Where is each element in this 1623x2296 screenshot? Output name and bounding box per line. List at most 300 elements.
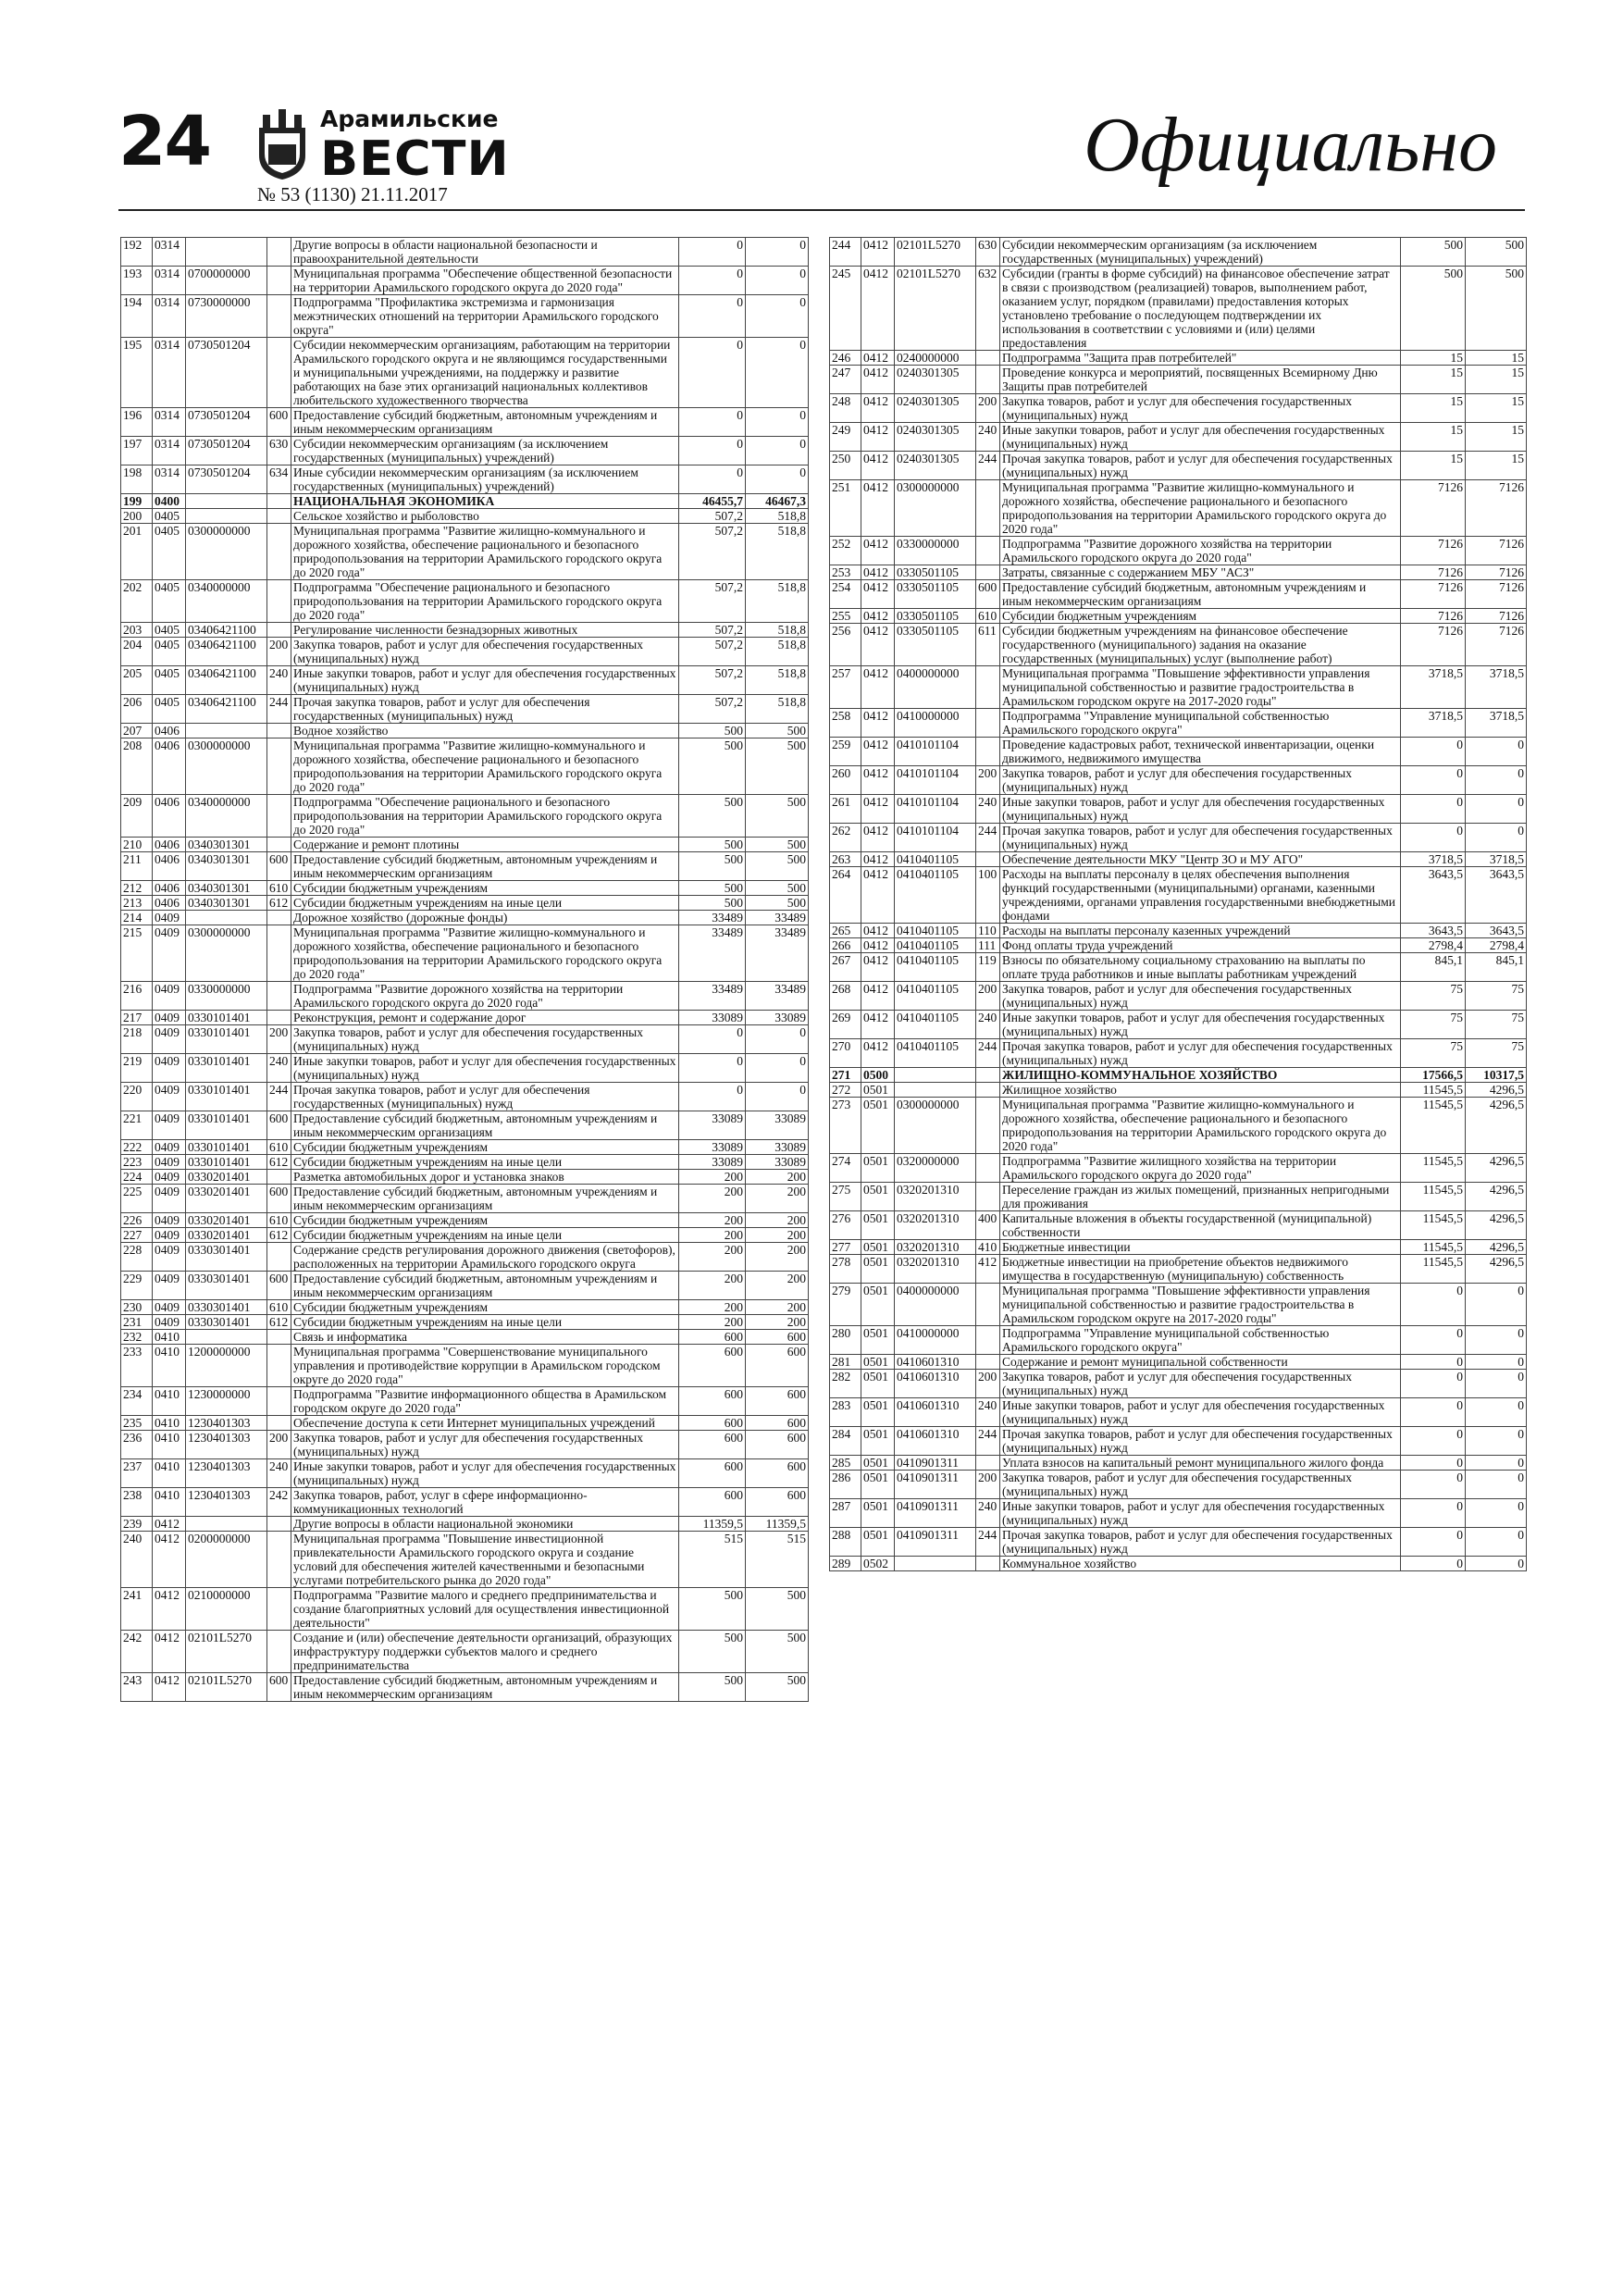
coat-of-arms-icon xyxy=(255,107,309,181)
amount-2019: 3718,5 xyxy=(1466,709,1527,738)
amount-2018: 0 xyxy=(1401,1326,1466,1355)
item-description: Субсидии некоммерческим организациям (за исключением государственных (муниципальных) учреждений) xyxy=(1000,238,1401,267)
section-code: 0412 xyxy=(861,480,895,537)
section-code: 0412 xyxy=(861,537,895,565)
expense-type-code xyxy=(267,623,291,638)
amount-2019: 4296,5 xyxy=(1466,1183,1527,1211)
amount-2018: 0 xyxy=(679,1025,746,1054)
expense-type-code xyxy=(976,1068,1000,1083)
row-number: 265 xyxy=(830,924,861,938)
expense-type-code xyxy=(267,982,291,1011)
item-description: Содержание и ремонт плотины xyxy=(291,838,679,852)
amount-2019: 0 xyxy=(746,1025,809,1054)
amount-2019: 0 xyxy=(746,295,809,338)
amount-2018: 0 xyxy=(1401,1471,1466,1499)
expense-type-code xyxy=(976,480,1000,537)
table-row xyxy=(830,423,1527,452)
row-number: 247 xyxy=(830,366,861,394)
expense-type-code xyxy=(267,911,291,925)
table-row xyxy=(121,1345,809,1387)
table-row xyxy=(830,1528,1527,1557)
expense-type-code xyxy=(976,666,1000,709)
section-code: 0501 xyxy=(861,1427,895,1456)
expense-type-code xyxy=(976,1456,1000,1471)
amount-2018: 7126 xyxy=(1401,624,1466,666)
item-description: Подпрограмма "Управление муниципальной собственностью Арамильского городского округа" xyxy=(1000,1326,1401,1355)
expense-type-code: 244 xyxy=(976,1039,1000,1068)
amount-2019: 7126 xyxy=(1466,565,1527,580)
expense-type-code xyxy=(267,838,291,852)
row-number: 224 xyxy=(121,1170,153,1185)
item-description: Предоставление субсидий бюджетным, автономным учреждениям и иным некоммерческим организациям xyxy=(291,1272,679,1300)
expense-type-code xyxy=(976,738,1000,766)
item-description: Прочая закупка товаров, работ и услуг для обеспечения государственных (муниципальных) нужд xyxy=(1000,1427,1401,1456)
amount-2018: 3718,5 xyxy=(1401,666,1466,709)
target-code: 1230401303 xyxy=(186,1416,267,1431)
amount-2019: 500 xyxy=(746,738,809,795)
table-row xyxy=(121,1083,809,1111)
amount-2019: 200 xyxy=(746,1300,809,1315)
item-description: Закупка товаров, работ и услуг для обеспечения государственных (муниципальных) нужд xyxy=(291,638,679,666)
expense-type-code xyxy=(267,295,291,338)
expense-type-code xyxy=(267,267,291,295)
expense-type-code: 630 xyxy=(267,437,291,465)
table-row xyxy=(830,766,1527,795)
item-description: Муниципальная программа "Развитие жилищно-коммунального и дорожного хозяйства, обеспечение рационального и безопасного природопользования на территории Арамильского городского округа до 2020 года" xyxy=(291,738,679,795)
target-code xyxy=(895,1557,976,1571)
target-code: 0730501204 xyxy=(186,437,267,465)
expense-type-code: 240 xyxy=(976,1499,1000,1528)
table-row xyxy=(830,924,1527,938)
section-code: 0405 xyxy=(153,638,186,666)
row-number: 238 xyxy=(121,1488,153,1517)
table-row xyxy=(830,394,1527,423)
amount-2018: 0 xyxy=(1401,1370,1466,1398)
amount-2018: 0 xyxy=(679,238,746,267)
table-row xyxy=(830,824,1527,852)
table-row xyxy=(830,953,1527,982)
section-code: 0409 xyxy=(153,1011,186,1025)
amount-2018: 0 xyxy=(1401,1528,1466,1557)
section-code: 0412 xyxy=(861,738,895,766)
section-code: 0409 xyxy=(153,911,186,925)
row-number: 215 xyxy=(121,925,153,982)
target-code: 0340301301 xyxy=(186,852,267,881)
target-code: 0330501105 xyxy=(895,624,976,666)
amount-2019: 518,8 xyxy=(746,580,809,623)
table-row xyxy=(121,911,809,925)
logo-line-2: ВЕСТИ xyxy=(320,130,510,187)
target-code: 03406421100 xyxy=(186,666,267,695)
item-description: Проведение конкурса и мероприятий, посвященных Всемирному Дню Защиты прав потребителей xyxy=(1000,366,1401,394)
table-row xyxy=(121,724,809,738)
target-code: 0410101104 xyxy=(895,824,976,852)
amount-2019: 515 xyxy=(746,1532,809,1588)
section-code: 0409 xyxy=(153,1243,186,1272)
target-code: 0730501204 xyxy=(186,408,267,437)
expense-type-code: 634 xyxy=(267,465,291,494)
expense-type-code: 244 xyxy=(976,1528,1000,1557)
section-code: 0409 xyxy=(153,1083,186,1111)
amount-2018: 500 xyxy=(679,1631,746,1673)
item-description: Содержание и ремонт муниципальной собственности xyxy=(1000,1355,1401,1370)
amount-2018: 507,2 xyxy=(679,524,746,580)
expense-type-code xyxy=(267,1243,291,1272)
row-number: 203 xyxy=(121,623,153,638)
row-number: 241 xyxy=(121,1588,153,1631)
row-number: 204 xyxy=(121,638,153,666)
section-code: 0314 xyxy=(153,408,186,437)
table-row xyxy=(830,452,1527,480)
row-number: 196 xyxy=(121,408,153,437)
amount-2019: 518,8 xyxy=(746,524,809,580)
amount-2019: 500 xyxy=(746,896,809,911)
expense-type-code: 240 xyxy=(267,666,291,695)
item-description: Сельское хозяйство и рыболовство xyxy=(291,509,679,524)
expense-type-code: 200 xyxy=(976,982,1000,1011)
amount-2018: 0 xyxy=(1401,1557,1466,1571)
target-code: 0340301301 xyxy=(186,838,267,852)
section-code: 0405 xyxy=(153,524,186,580)
expense-type-code: 610 xyxy=(976,609,1000,624)
section-code: 0314 xyxy=(153,267,186,295)
amount-2019: 600 xyxy=(746,1345,809,1387)
target-code xyxy=(186,724,267,738)
table-row xyxy=(121,267,809,295)
table-row xyxy=(830,1068,1527,1083)
row-number: 277 xyxy=(830,1240,861,1255)
amount-2019: 0 xyxy=(1466,1284,1527,1326)
section-code: 0410 xyxy=(153,1431,186,1459)
target-code: 0410601310 xyxy=(895,1355,976,1370)
section-code: 0409 xyxy=(153,1213,186,1228)
amount-2019: 0 xyxy=(1466,824,1527,852)
table-row xyxy=(121,1459,809,1488)
target-code: 0330101401 xyxy=(186,1054,267,1083)
target-code: 0240301305 xyxy=(895,394,976,423)
item-description: Прочая закупка товаров, работ и услуг для обеспечения государственных (муниципальных) нужд xyxy=(1000,452,1401,480)
table-row xyxy=(121,1532,809,1588)
target-code: 0330301401 xyxy=(186,1272,267,1300)
amount-2018: 15 xyxy=(1401,452,1466,480)
section-code: 0406 xyxy=(153,838,186,852)
row-number: 201 xyxy=(121,524,153,580)
section-code: 0409 xyxy=(153,1185,186,1213)
row-number: 255 xyxy=(830,609,861,624)
amount-2019: 500 xyxy=(746,1673,809,1702)
section-code: 0502 xyxy=(861,1557,895,1571)
target-code: 0300000000 xyxy=(186,738,267,795)
table-row xyxy=(121,580,809,623)
amount-2018: 500 xyxy=(679,1673,746,1702)
row-number: 199 xyxy=(121,494,153,509)
amount-2018: 0 xyxy=(1401,1427,1466,1456)
expense-type-code xyxy=(267,1588,291,1631)
section-code: 0406 xyxy=(153,881,186,896)
section-code: 0412 xyxy=(861,238,895,267)
amount-2019: 200 xyxy=(746,1170,809,1185)
item-description: Уплата взносов на капитальный ремонт муниципального жилого фонда xyxy=(1000,1456,1401,1471)
item-description: Взносы по обязательному социальному страхованию на выплаты по оплате труда работников и иные выплаты работникам учреждений xyxy=(1000,953,1401,982)
item-description: Создание и (или) обеспечение деятельности организаций, образующих инфраструктуру поддержки субъектов малого и среднего предпринимательства xyxy=(291,1631,679,1673)
amount-2019: 0 xyxy=(1466,766,1527,795)
section-code: 0412 xyxy=(153,1631,186,1673)
amount-2018: 11545,5 xyxy=(1401,1183,1466,1211)
row-number: 226 xyxy=(121,1213,153,1228)
amount-2019: 0 xyxy=(1466,1471,1527,1499)
amount-2018: 600 xyxy=(679,1459,746,1488)
amount-2019: 0 xyxy=(1466,1370,1527,1398)
amount-2019: 600 xyxy=(746,1431,809,1459)
expense-type-code: 244 xyxy=(267,1083,291,1111)
row-number: 194 xyxy=(121,295,153,338)
amount-2018: 15 xyxy=(1401,423,1466,452)
amount-2018: 7126 xyxy=(1401,480,1466,537)
row-number: 192 xyxy=(121,238,153,267)
table-row xyxy=(830,982,1527,1011)
section-code: 0412 xyxy=(861,666,895,709)
table-row xyxy=(121,1213,809,1228)
item-description: Подпрограмма "Обеспечение рационального и безопасного природопользования на территории Арамильского городского округа до 2020 года" xyxy=(291,795,679,838)
amount-2018: 15 xyxy=(1401,351,1466,366)
amount-2019: 0 xyxy=(1466,1427,1527,1456)
table-row xyxy=(830,852,1527,867)
amount-2018: 11359,5 xyxy=(679,1517,746,1532)
amount-2019: 15 xyxy=(1466,366,1527,394)
expense-type-code: 611 xyxy=(976,624,1000,666)
table-row xyxy=(830,1255,1527,1284)
row-number: 284 xyxy=(830,1427,861,1456)
target-code xyxy=(186,509,267,524)
table-row xyxy=(121,1111,809,1140)
item-description: Субсидии бюджетным учреждениям на иные цели xyxy=(291,1228,679,1243)
table-row xyxy=(830,1326,1527,1355)
amount-2018: 507,2 xyxy=(679,580,746,623)
row-number: 271 xyxy=(830,1068,861,1083)
item-description: Закупка товаров, работ и услуг для обеспечения государственных (муниципальных) нужд xyxy=(1000,394,1401,423)
amount-2019: 0 xyxy=(746,238,809,267)
target-code: 0210000000 xyxy=(186,1588,267,1631)
target-code: 0730501204 xyxy=(186,465,267,494)
table-row xyxy=(121,295,809,338)
section-code: 0409 xyxy=(153,1054,186,1083)
table-row xyxy=(830,1240,1527,1255)
section-code: 0412 xyxy=(861,982,895,1011)
amount-2018: 200 xyxy=(679,1243,746,1272)
amount-2018: 11545,5 xyxy=(1401,1255,1466,1284)
amount-2018: 507,2 xyxy=(679,623,746,638)
row-number: 229 xyxy=(121,1272,153,1300)
item-description: Муниципальная программа "Обеспечение общественной безопасности на территории Арамильского городского округа до 2020 года" xyxy=(291,267,679,295)
budget-table-left xyxy=(120,237,809,1702)
row-number: 211 xyxy=(121,852,153,881)
section-code: 0501 xyxy=(861,1255,895,1284)
table-row xyxy=(830,1398,1527,1427)
expense-type-code xyxy=(267,1517,291,1532)
target-code: 0330101401 xyxy=(186,1155,267,1170)
row-number: 266 xyxy=(830,938,861,953)
expense-type-code xyxy=(267,724,291,738)
target-code: 0330000000 xyxy=(186,982,267,1011)
amount-2019: 33089 xyxy=(746,1011,809,1025)
amount-2018: 507,2 xyxy=(679,666,746,695)
expense-type-code xyxy=(267,1170,291,1185)
expense-type-code: 240 xyxy=(976,795,1000,824)
amount-2019: 500 xyxy=(1466,267,1527,351)
target-code: 1230401303 xyxy=(186,1431,267,1459)
expense-type-code xyxy=(976,1284,1000,1326)
target-code: 1230000000 xyxy=(186,1387,267,1416)
expense-type-code xyxy=(267,509,291,524)
amount-2018: 0 xyxy=(1401,795,1466,824)
row-number: 245 xyxy=(830,267,861,351)
amount-2019: 2798,4 xyxy=(1466,938,1527,953)
target-code: 0410401105 xyxy=(895,1039,976,1068)
row-number: 274 xyxy=(830,1154,861,1183)
amount-2018: 15 xyxy=(1401,394,1466,423)
item-description: Водное хозяйство xyxy=(291,724,679,738)
row-number: 227 xyxy=(121,1228,153,1243)
amount-2019: 0 xyxy=(746,267,809,295)
item-description: Расходы на выплаты персоналу в целях обеспечения выполнения функций государственными (муниципальными) органами, казенными учреждениями, органами управления государственными внебюджетными фондами xyxy=(1000,867,1401,924)
target-code: 0400000000 xyxy=(895,666,976,709)
row-number: 283 xyxy=(830,1398,861,1427)
row-number: 261 xyxy=(830,795,861,824)
item-description: Субсидии бюджетным учреждениям xyxy=(1000,609,1401,624)
table-row xyxy=(830,565,1527,580)
amount-2018: 0 xyxy=(679,408,746,437)
item-description: Субсидии бюджетным учреждениям на иные цели xyxy=(291,1315,679,1330)
table-row xyxy=(830,609,1527,624)
amount-2018: 0 xyxy=(679,267,746,295)
amount-2018: 500 xyxy=(679,852,746,881)
expense-type-code: 119 xyxy=(976,953,1000,982)
target-code: 0300000000 xyxy=(186,925,267,982)
target-code: 0410901311 xyxy=(895,1471,976,1499)
amount-2019: 0 xyxy=(1466,1398,1527,1427)
row-number: 222 xyxy=(121,1140,153,1155)
row-number: 289 xyxy=(830,1557,861,1571)
row-number: 267 xyxy=(830,953,861,982)
item-description: Капитальные вложения в объекты государственной (муниципальной) собственности xyxy=(1000,1211,1401,1240)
amount-2018: 33089 xyxy=(679,1155,746,1170)
table-row xyxy=(121,408,809,437)
item-description: Подпрограмма "Обеспечение рационального и безопасного природопользования на территории Арамильского городского округа до 2020 года" xyxy=(291,580,679,623)
expense-type-code xyxy=(267,1416,291,1431)
row-number: 237 xyxy=(121,1459,153,1488)
section-code: 0501 xyxy=(861,1370,895,1398)
item-description: Бюджетные инвестиции xyxy=(1000,1240,1401,1255)
row-number: 244 xyxy=(830,238,861,267)
target-code: 02101L5270 xyxy=(186,1631,267,1673)
section-code: 0412 xyxy=(861,824,895,852)
amount-2018: 507,2 xyxy=(679,695,746,724)
section-code: 0501 xyxy=(861,1098,895,1154)
target-code: 0410401105 xyxy=(895,938,976,953)
section-code: 0501 xyxy=(861,1326,895,1355)
section-code: 0406 xyxy=(153,724,186,738)
row-number: 216 xyxy=(121,982,153,1011)
expense-type-code: 612 xyxy=(267,1315,291,1330)
row-number: 252 xyxy=(830,537,861,565)
table-row xyxy=(830,666,1527,709)
amount-2019: 600 xyxy=(746,1387,809,1416)
section-code: 0409 xyxy=(153,1140,186,1155)
row-number: 285 xyxy=(830,1456,861,1471)
amount-2019: 4296,5 xyxy=(1466,1211,1527,1240)
row-number: 202 xyxy=(121,580,153,623)
item-description: Подпрограмма "Развитие дорожного хозяйства на территории Арамильского городского округа до 2020 года" xyxy=(291,982,679,1011)
section-code: 0409 xyxy=(153,982,186,1011)
section-code: 0412 xyxy=(861,351,895,366)
expense-type-code: 610 xyxy=(267,881,291,896)
issue-info: № 53 (1130) 21.11.2017 xyxy=(257,183,448,205)
section-code: 0412 xyxy=(861,394,895,423)
target-code: 0410101104 xyxy=(895,795,976,824)
table-row xyxy=(121,1155,809,1170)
target-code: 0410401105 xyxy=(895,852,976,867)
expense-type-code xyxy=(267,524,291,580)
row-number: 269 xyxy=(830,1011,861,1039)
expense-type-code xyxy=(267,1631,291,1673)
amount-2018: 7126 xyxy=(1401,537,1466,565)
target-code: 0320201310 xyxy=(895,1240,976,1255)
section-code: 0410 xyxy=(153,1416,186,1431)
target-code: 0330101401 xyxy=(186,1111,267,1140)
item-description: Иные закупки товаров, работ и услуг для обеспечения государственных (муниципальных) нужд xyxy=(1000,1499,1401,1528)
amount-2018: 600 xyxy=(679,1488,746,1517)
expense-type-code: 612 xyxy=(267,1155,291,1170)
target-code: 0730501204 xyxy=(186,338,267,408)
row-number: 213 xyxy=(121,896,153,911)
amount-2018: 75 xyxy=(1401,982,1466,1011)
table-row xyxy=(121,666,809,695)
amount-2019: 0 xyxy=(1466,1355,1527,1370)
expense-type-code: 110 xyxy=(976,924,1000,938)
item-description: Предоставление субсидий бюджетным, автономным учреждениям и иным некоммерческим организациям xyxy=(291,408,679,437)
item-description: Другие вопросы в области национальной экономики xyxy=(291,1517,679,1532)
target-code: 1200000000 xyxy=(186,1345,267,1387)
table-row xyxy=(830,738,1527,766)
table-row xyxy=(830,624,1527,666)
item-description: Муниципальная программа "Развитие жилищно-коммунального и дорожного хозяйства, обеспечение рационального и безопасного природопользования на территории Арамильского городского округа до 2020 года" xyxy=(1000,1098,1401,1154)
row-number: 207 xyxy=(121,724,153,738)
amount-2019: 33089 xyxy=(746,1111,809,1140)
row-number: 240 xyxy=(121,1532,153,1588)
section-code: 0412 xyxy=(153,1517,186,1532)
table-row xyxy=(830,1211,1527,1240)
expense-type-code xyxy=(267,1532,291,1588)
amount-2019: 200 xyxy=(746,1213,809,1228)
row-number: 217 xyxy=(121,1011,153,1025)
amount-2019: 0 xyxy=(1466,738,1527,766)
amount-2019: 3718,5 xyxy=(1466,852,1527,867)
amount-2019: 3718,5 xyxy=(1466,666,1527,709)
expense-type-code xyxy=(976,1355,1000,1370)
expense-type-code: 244 xyxy=(976,1427,1000,1456)
amount-2019: 33089 xyxy=(746,1155,809,1170)
item-description: Предоставление субсидий бюджетным, автономным учреждениям и иным некоммерческим организациям xyxy=(291,852,679,881)
target-code: 0240301305 xyxy=(895,366,976,394)
item-description: Прочая закупка товаров, работ и услуг для обеспечения государственных (муниципальных) нужд xyxy=(1000,824,1401,852)
item-description: Закупка товаров, работ и услуг для обеспечения государственных (муниципальных) нужд xyxy=(1000,982,1401,1011)
amount-2018: 11545,5 xyxy=(1401,1211,1466,1240)
expense-type-code: 600 xyxy=(267,1111,291,1140)
item-description: Жилищное хозяйство xyxy=(1000,1083,1401,1098)
item-description: Предоставление субсидий бюджетным, автономным учреждениям и иным некоммерческим организациям xyxy=(291,1673,679,1702)
target-code xyxy=(186,238,267,267)
table-row xyxy=(830,1370,1527,1398)
